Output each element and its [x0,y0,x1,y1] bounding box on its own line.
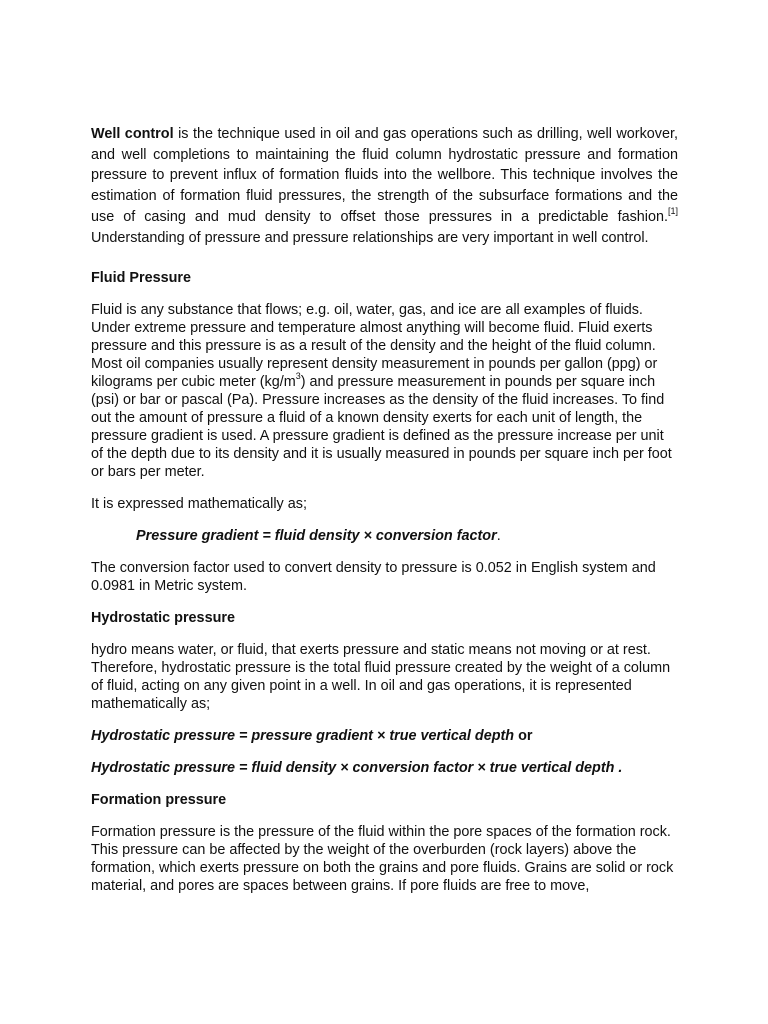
formation-pressure-paragraph: Formation pressure is the pressure of the fluid within the pore spaces of the formation rock. This pressure can be affected by the weight of the overburden (rock layers) above the formation, which exerts pressure on both the grains and pore fluids. Grains are solid or rock material, and pores are spaces between grains. If pore fluids are free to move, [91,824,674,895]
hydrostatic-formula-2: Hydrostatic pressure = fluid density × conversion factor × true vertical depth . [91,760,623,777]
fluid-pressure-paragraph [91,301,678,481]
well-control-term: Well control [91,126,174,142]
intro-text-1: is the technique used in oil and gas operations such as drilling, well workover, and well completions to maintaining the fluid column hydrostatic pressure and formation pressure to prevent influx of formation fluids into the wellbore. This technique involves the estimation of formation fluid pressures, the strength of the subsurface formations and the use of casing and mud density to offset those pressures in a predictable fashion. [91,126,678,225]
fluid-pressure-text-2: ) and pressure measurement in pounds per square inch (psi) or bar or pascal (Pa). Pressure increases as the density of the fluid increases. To find out the amount of pressure a fluid of a known density exerts for each unit of length, the pressure gradient is used. A pressure gradient is defined as the pressure increase per unit of the depth due to its density and it is usually measured in pounds per square inch per foot or bars per meter. [91,374,672,481]
fluid-pressure-text-1: Fluid is any substance that flows; e.g. oil, water, gas, and ice are all examples of fluids. Under extreme pressure and temperature almost anything will become fluid. Fluid exerts pressure and this pressure is as a result of the density and the height of the fluid column. Most oil companies usually represent density measurement in pounds per gallon (ppg) or kilograms per cubic meter (kg/m [91,302,658,391]
intro-paragraph [91,124,678,248]
formula-or-text: or [514,728,533,745]
heading-hydrostatic-pressure: Hydrostatic pressure [91,610,235,627]
pressure-gradient-formula-text: Pressure gradient = fluid density × conversion factor [136,528,497,545]
pressure-gradient-formula [91,527,678,545]
expressed-mathematically-text: It is expressed mathematically as; [91,496,307,513]
intro-text-2: Understanding of pressure and pressure relationships are very important in well control. [91,229,649,246]
formula-period: . [496,528,501,545]
conversion-factor-paragraph: The conversion factor used to convert density to pressure is 0.052 in English system and 0.0981 in Metric system. [91,560,656,595]
superscript-cubed: 3 [295,371,301,382]
heading-fluid-pressure: Fluid Pressure [91,270,191,287]
heading-formation-pressure: Formation pressure [91,792,227,809]
document-page [91,124,678,909]
hydrostatic-paragraph: hydro means water, or fluid, that exerts pressure and static means not moving or at rest. Therefore, hydrostatic pressure is the total fluid pressure created by the weight of a column of fluid, acting on any given point in a well. In oil and gas operations, it is represented mathematically as; [91,642,671,713]
hydrostatic-formula-1 [91,727,678,745]
citation-link[interactable]: [1] [667,206,678,217]
hydrostatic-formula-1-text: Hydrostatic pressure = pressure gradient × true vertical depth [91,728,515,745]
